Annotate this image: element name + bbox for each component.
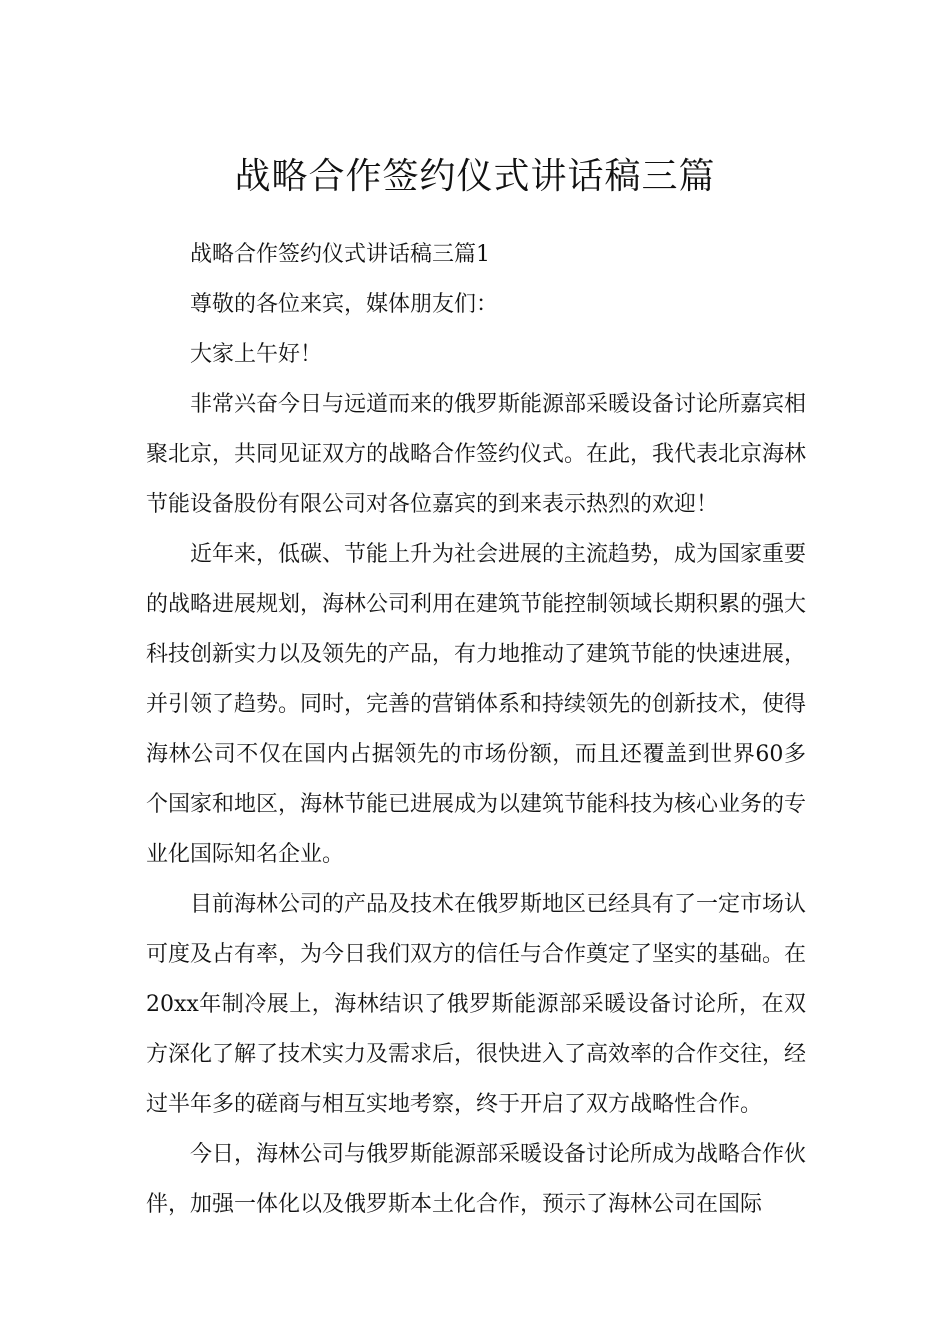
salutation-paragraph: 尊敬的各位来宾，媒体朋友们： bbox=[190, 292, 499, 317]
body-paragraph: 目前海林公司的产品及技术在俄罗斯地区已经具有了一定市场认可度及占有率，为今日我们双方的信任与合作奠定了坚实的基础。在20xx年制冷展上，海林结识了俄罗斯能源部采暖设备讨论所，在双方深化了解了技术实力及需求后，很快进入了高效率的合作交往，经过半年多的磋商与相互实地考察，终于开启了双方战略性合作。 bbox=[146, 892, 807, 1117]
body-paragraph: 非常兴奋今日与远道而来的俄罗斯能源部采暖设备讨论所嘉宾相聚北京，共同见证双方的战略合作签约仪式。在此，我代表北京海林节能设备股份有限公司对各位嘉宾的到来表示热烈的欢迎！ bbox=[146, 392, 807, 517]
document-body bbox=[146, 230, 806, 1230]
subtitle-paragraph: 战略合作签约仪式讲话稿三篇1 bbox=[190, 242, 490, 267]
greeting-paragraph: 大家上午好！ bbox=[190, 342, 323, 367]
body-paragraph: 今日，海林公司与俄罗斯能源部采暖设备讨论所成为战略合作伙伴，加强一体化以及俄罗斯本土化合作，预示了海林公司在国际 bbox=[146, 1142, 807, 1217]
document-title: 战略合作签约仪式讲话稿三篇 bbox=[234, 156, 716, 198]
body-paragraph: 近年来，低碳、节能上升为社会进展的主流趋势，成为国家重要的战略进展规划，海林公司利用在建筑节能控制领域长期积累的强大科技创新实力以及领先的产品，有力地推动了建筑节能的快速进展，并引领了趋势。同时，完善的营销体系和持续领先的创新技术，使得海林公司不仅在国内占据领先的市场份额，而且还覆盖到世界60多个国家和地区，海林节能已进展成为以建筑节能科技为核心业务的专业化国际知名企业。 bbox=[146, 542, 807, 867]
